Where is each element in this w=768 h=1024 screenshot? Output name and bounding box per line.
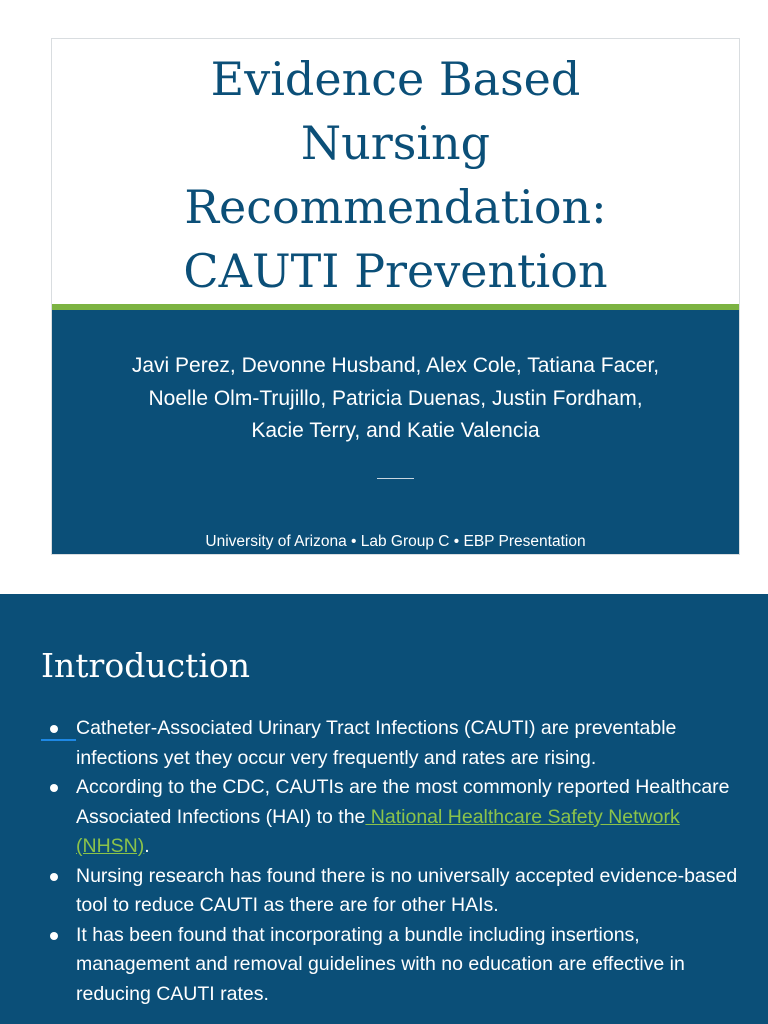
slide-title: Introduction <box>41 646 250 685</box>
bullet-text-end: . <box>144 835 150 857</box>
bullet-icon <box>50 725 58 733</box>
title-slide-body <box>52 310 739 554</box>
bullet-icon <box>50 784 58 792</box>
introduction-slide <box>0 594 768 1024</box>
bullet-text: Nursing research has found there is no universally accepted evidence-based tool to reduce CAUTI as there are for other HAIs. <box>76 864 738 916</box>
bullet-item <box>40 921 740 1010</box>
title-slide <box>52 39 739 554</box>
bullet-text: According to the CDC, CAUTIs are the most commonly reported Healthcare Associated Infections (HAI) to the <box>76 776 730 828</box>
short-divider <box>377 478 414 479</box>
bullet-underline <box>41 739 76 741</box>
bullet-list <box>40 714 740 1009</box>
bullet-text: Catheter-Associated Urinary Tract Infections (CAUTI) are preventable infections yet they occur very frequently and rates are rising. <box>76 717 677 769</box>
presentation-title: Evidence Based Nursing Recommendation: CAUTI Prevention <box>183 51 608 298</box>
author-list: Javi Perez, Devonne Husband, Alex Cole, Tatiana Facer, Noelle Olm-Trujillo, Patricia Duenas, Justin Fordham, Kacie Terry, and Katie Valencia <box>131 354 660 442</box>
bullet-text: It has been found that incorporating a bundle including insertions, management and removal guidelines with no education are effective in reducing CAUTI rates. <box>76 923 685 1005</box>
bullet-icon <box>50 932 58 940</box>
nhsn-link[interactable]: National Healthcare Safety Network (NHSN) <box>76 805 680 857</box>
title-slide-header <box>52 39 739 304</box>
presentation-footer: University of Arizona • Lab Group C • EBP Presentation <box>205 533 586 550</box>
bullet-item <box>40 773 740 862</box>
bullet-item <box>40 714 740 773</box>
bullet-icon <box>50 873 58 881</box>
bullet-item <box>40 862 740 921</box>
